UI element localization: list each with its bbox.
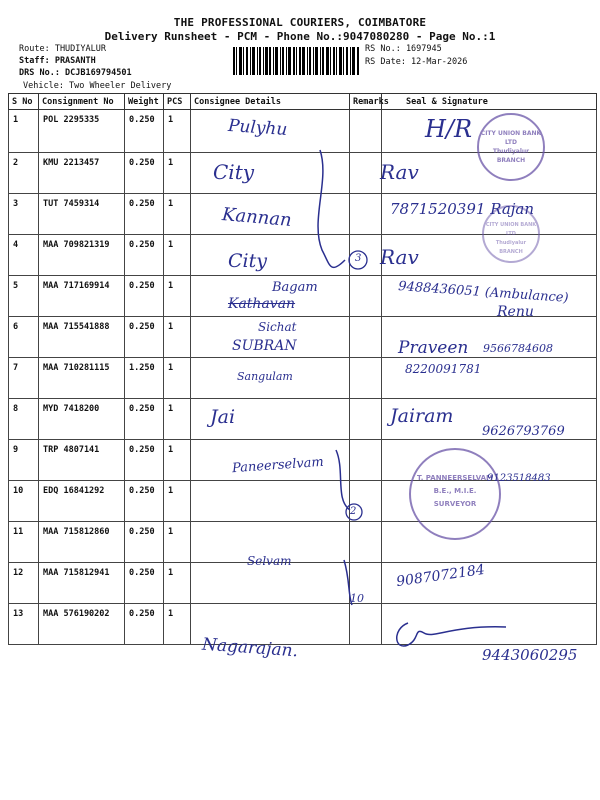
row-sno: 1 xyxy=(9,110,39,153)
col-weight: Weight xyxy=(125,94,164,110)
remarks-handwriting: 2 xyxy=(350,506,357,517)
row-consignment-no: POL 2295335 xyxy=(39,110,125,153)
col-sno: S No xyxy=(9,94,39,110)
consignee-handwriting: Bagam xyxy=(272,280,318,295)
bank-seal-faint: CITY UNION BANK LTD Thudiyalur BRANCH xyxy=(482,205,540,263)
signature: H/R xyxy=(425,115,473,143)
row-sno: 13 xyxy=(9,604,39,645)
row-weight: 0.250 xyxy=(125,399,164,440)
signature: 9087072184 xyxy=(395,561,486,591)
row-pcs: 1 xyxy=(164,235,191,276)
row-consignment-no: TUT 7459314 xyxy=(39,194,125,235)
row-weight: 0.250 xyxy=(125,522,164,563)
rs-number: RS No.: 1697945 xyxy=(365,44,442,54)
consignee-handwriting: Kathavan xyxy=(228,296,296,312)
signature: 7871520391 Rajan xyxy=(390,200,535,218)
row-consignment-no: TRP 4807141 xyxy=(39,440,125,481)
signature: 9566784608 xyxy=(483,342,553,355)
col-consignee: Consignee Details xyxy=(191,94,350,110)
rs-date: RS Date: 12-Mar-2026 xyxy=(365,57,468,67)
row-sno: 8 xyxy=(9,399,39,440)
row-sno: 10 xyxy=(9,481,39,522)
row-consignment-no: MAA 717169914 xyxy=(39,276,125,317)
row-weight: 0.250 xyxy=(125,563,164,604)
row-weight: 1.250 xyxy=(125,358,164,399)
row-pcs: 1 xyxy=(164,358,191,399)
col-consignment: Consignment No xyxy=(39,94,125,110)
row-consignment-no: MYD 7418200 xyxy=(39,399,125,440)
row-weight: 0.250 xyxy=(125,110,164,153)
consignee-handwriting: Paneerselvam xyxy=(231,454,325,477)
row-weight: 0.250 xyxy=(125,153,164,194)
consignee-handwriting: SUBRAN xyxy=(232,338,297,354)
row-consignment-no: EDQ 16841292 xyxy=(39,481,125,522)
row-consignment-no: KMU 2213457 xyxy=(39,153,125,194)
document-title: THE PROFESSIONAL COURIERS, COIMBATORE xyxy=(173,16,427,29)
signature: 9488436051 (Ambulance) xyxy=(397,279,569,306)
row-sno: 11 xyxy=(9,522,39,563)
row-sno: 4 xyxy=(9,235,39,276)
row-sno: 5 xyxy=(9,276,39,317)
row-sno: 6 xyxy=(9,317,39,358)
remarks-brackets xyxy=(300,140,370,610)
table-header-row xyxy=(9,94,597,110)
row-weight: 0.250 xyxy=(125,440,164,481)
signature: Renu xyxy=(497,304,534,320)
signature: Praveen xyxy=(398,338,469,358)
row-pcs: 1 xyxy=(164,481,191,522)
signature: Rav xyxy=(380,160,419,184)
consignee-handwriting: City xyxy=(213,160,255,184)
barcode xyxy=(233,47,359,75)
signature: Jairam xyxy=(390,405,454,427)
signature: 9123518483 xyxy=(487,473,551,484)
col-seal: Seal & Signature xyxy=(382,94,597,110)
remarks-handwriting: 10 xyxy=(350,592,364,605)
row-pcs: 1 xyxy=(164,276,191,317)
row-consignment-no: MAA 710281115 xyxy=(39,358,125,399)
col-remarks: Remarks xyxy=(350,94,382,110)
consignee-handwriting: Nagarajan. xyxy=(201,634,299,662)
bank-seal: CITY UNION BANK LTD Thudiyalur BRANCH xyxy=(477,113,545,181)
row-weight: 0.250 xyxy=(125,276,164,317)
row-pcs: 1 xyxy=(164,317,191,358)
row-weight: 0.250 xyxy=(125,604,164,645)
row-pcs: 1 xyxy=(164,194,191,235)
row-pcs: 1 xyxy=(164,399,191,440)
row-consignment-no: MAA 709821319 xyxy=(39,235,125,276)
drs-label: DRS No.: DCJB169794501 xyxy=(19,68,132,78)
row-pcs: 1 xyxy=(164,563,191,604)
row-consignment-no: MAA 715541888 xyxy=(39,317,125,358)
vehicle-label: Vehicle: Two Wheeler Delivery xyxy=(23,81,172,91)
row-consignment-no: MAA 576190202 xyxy=(39,604,125,645)
consignee-handwriting: Kannan xyxy=(221,204,293,231)
signature: 9626793769 xyxy=(482,424,565,439)
row-pcs: 1 xyxy=(164,522,191,563)
row-sno: 7 xyxy=(9,358,39,399)
row-seal xyxy=(382,522,597,563)
consignee-handwriting: Selvam xyxy=(247,554,292,568)
consignee-handwriting: Jai xyxy=(210,406,236,428)
row-pcs: 1 xyxy=(164,440,191,481)
row-weight: 0.250 xyxy=(125,481,164,522)
row-weight: 0.250 xyxy=(125,317,164,358)
route-label: Route: THUDIYALUR xyxy=(19,44,106,54)
remarks-handwriting: 3 xyxy=(355,253,362,264)
consignee-handwriting: Sangulam xyxy=(237,370,293,383)
staff-label: Staff: PRASANTH xyxy=(19,56,96,66)
consignee-handwriting: Pulyhu xyxy=(227,115,288,141)
document-subtitle: Delivery Runsheet - PCM - Phone No.:9047080280 - Page No.:1 xyxy=(104,30,496,43)
row-pcs: 1 xyxy=(164,110,191,153)
signature: Rav xyxy=(380,245,419,269)
row-weight: 0.250 xyxy=(125,194,164,235)
row-pcs: 1 xyxy=(164,153,191,194)
row-consignment-no: MAA 715812941 xyxy=(39,563,125,604)
row-sno: 9 xyxy=(9,440,39,481)
col-pcs: PCS xyxy=(164,94,191,110)
row-consignment-no: MAA 715812860 xyxy=(39,522,125,563)
row-sno: 2 xyxy=(9,153,39,194)
signature: 9443060295 xyxy=(482,646,578,664)
signature: 8220091781 xyxy=(405,362,482,376)
row-sno: 3 xyxy=(9,194,39,235)
consignee-handwriting: Sichat xyxy=(258,320,297,334)
row-sno: 12 xyxy=(9,563,39,604)
row-weight: 0.250 xyxy=(125,235,164,276)
surveyor-seal: T. PANNEERSELVAM B.E., M.I.E. SURVEYOR xyxy=(409,448,501,540)
consignee-handwriting: City xyxy=(228,250,267,272)
row-pcs: 1 xyxy=(164,604,191,645)
